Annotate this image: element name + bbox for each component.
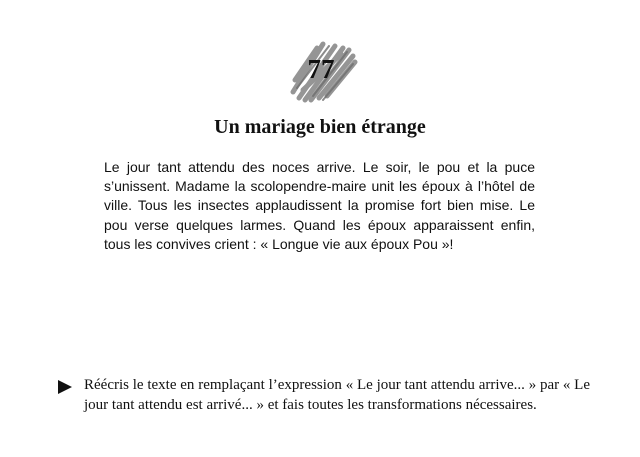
exercise-number: 77	[307, 54, 335, 84]
instruction	[58, 376, 590, 440]
passage-text: Le jour tant attendu des noces arrive. Le soir, le pou et la puce s’unissent. Madame la scolopendre-maire unit les époux à l’hôtel de ville. Tous les insectes applaudissent la promise fort bien mise. Le pou verse quelques larmes. Quand les époux apparaissent enfin, tous les convives crient : « Longue vie aux époux Pou »!	[104, 159, 535, 252]
instruction-text: Réécris le texte en remplaçant l’expression « Le jour tant attendu arrive... » par « Le jour tant attendu est arrivé... » et fais toutes les transformations nécessaires.	[84, 377, 590, 413]
exercise-title: Un mariage bien étrange	[214, 116, 426, 138]
triangle-right-icon	[58, 380, 72, 394]
exercise-number-badge	[283, 40, 363, 104]
